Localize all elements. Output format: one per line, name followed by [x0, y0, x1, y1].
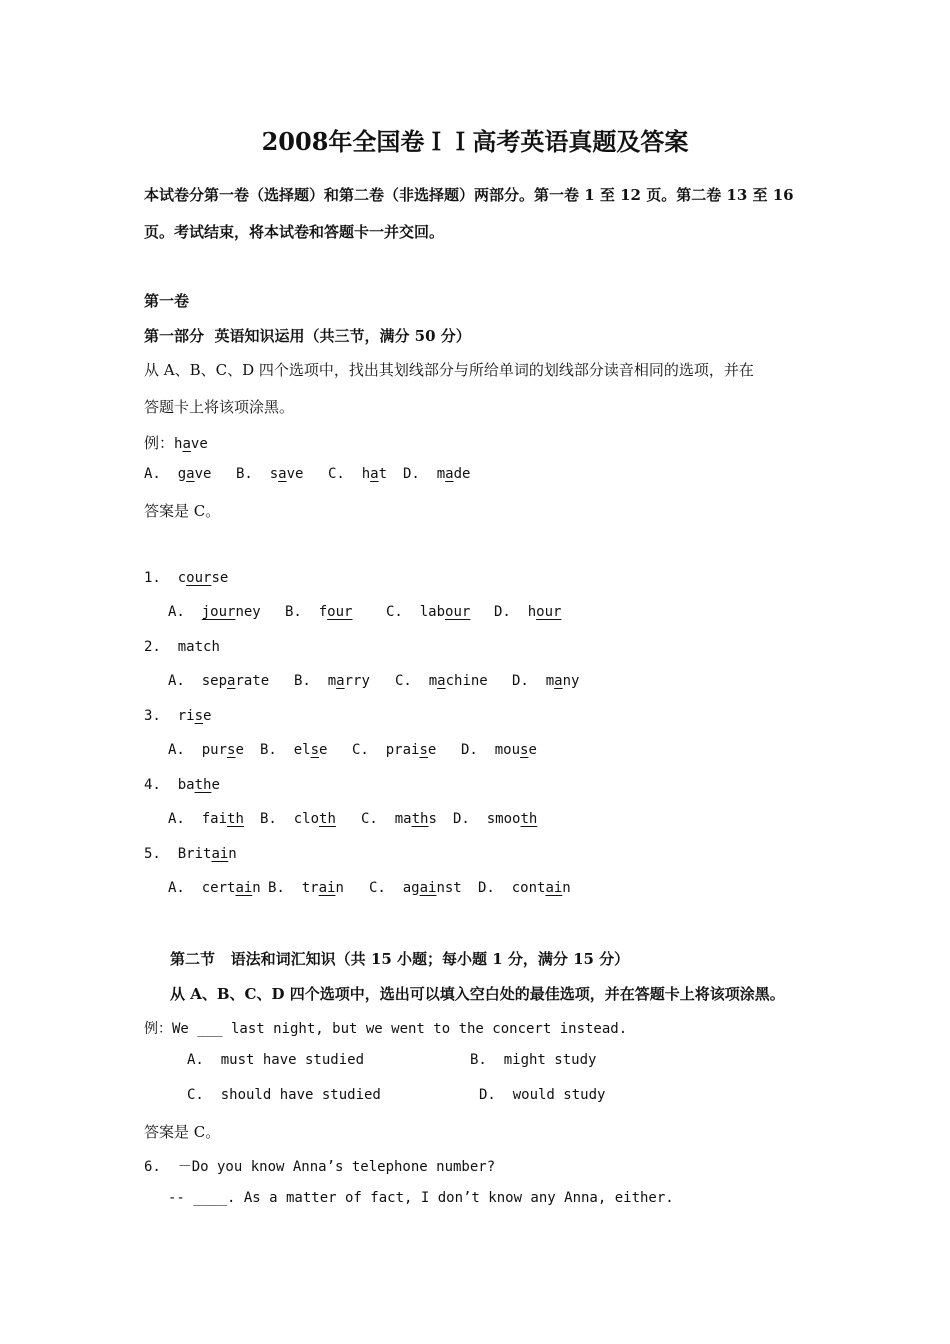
section1-instruction-2: 答题卡上将该项涂黑。	[144, 398, 295, 416]
q3-option-c: C. praise	[352, 742, 437, 758]
q2-option-d: D. many	[512, 673, 580, 689]
q1-option-a: A. journey	[168, 604, 261, 620]
example-option-d: D. made	[403, 466, 471, 482]
section2-example-option-a: A. must have studied	[187, 1052, 365, 1068]
q5-option-c: C. against	[369, 880, 462, 896]
q4-option-c: C. maths	[361, 811, 437, 827]
q4-option-d: D. smooth	[453, 811, 538, 827]
q1-option-b: B. four	[285, 604, 353, 620]
example-option-a: A. gave	[144, 466, 212, 482]
question-3: 3. rise	[144, 708, 212, 724]
example-option-b: B. save	[236, 466, 304, 482]
page-title: 2008年全国卷ＩＩ高考英语真题及答案	[261, 127, 689, 156]
example-answer: 答案是 C。	[144, 502, 221, 520]
q1-option-c: C. labour	[386, 604, 471, 620]
q4-option-a: A. faith	[168, 811, 244, 827]
q5-option-b: B. train	[268, 880, 344, 896]
section2-example-option-b: B. might study	[470, 1052, 597, 1068]
q2-option-a: A. separate	[168, 673, 270, 689]
volume-heading: 第一卷	[144, 292, 190, 310]
q1-option-d: D. hour	[494, 604, 562, 620]
question-6-line-1: 6. －Do you know Anna’s telephone number?	[144, 1159, 496, 1175]
example-word: 例：have	[144, 434, 208, 452]
intro-line-2: 页。考试结束，将本试卷和答题卡一并交回。	[144, 223, 445, 241]
q5-option-d: D. contain	[478, 880, 571, 896]
question-1: 1. course	[144, 570, 229, 586]
example-option-c: C. hat	[328, 466, 388, 482]
section2-example-option-c: C. should have studied	[187, 1087, 381, 1103]
q4-option-b: B. cloth	[260, 811, 336, 827]
section2-example-answer: 答案是 C。	[144, 1123, 221, 1141]
intro-line-1: 本试卷分第一卷（选择题）和第二卷（非选择题）两部分。第一卷 1 至 12 页。第二卷 13 至 16	[144, 186, 794, 204]
section1-instruction-1: 从 A、B、C、D 四个选项中，找出其划线部分与所给单词的划线部分读音相同的选项，并在	[144, 361, 754, 379]
q3-option-b: B. else	[260, 742, 328, 758]
q3-option-a: A. purse	[168, 742, 244, 758]
question-5: 5. Britain	[144, 846, 237, 862]
q2-option-c: C. machine	[395, 673, 488, 689]
section2-instruction: 从 A、B、C、D 四个选项中，选出可以填入空白处的最佳选项，并在答题卡上将该项涂黑。	[170, 985, 785, 1003]
section2-heading: 第二节 语法和词汇知识（共 15 小题；每小题 1 分，满分 15 分）	[170, 950, 630, 968]
question-6-line-2: -- ____. As a matter of fact, I don’t know any Anna, either.	[168, 1190, 674, 1206]
q5-option-a: A. certain	[168, 880, 261, 896]
section2-example-option-d: D. would study	[479, 1087, 606, 1103]
part-heading: 第一部分 英语知识运用（共三节，满分 50 分）	[144, 327, 471, 345]
question-4: 4. bathe	[144, 777, 220, 793]
section2-example: 例：We ___ last night, but we went to the concert instead.	[144, 1021, 628, 1037]
q2-option-b: B. marry	[294, 673, 370, 689]
q3-option-d: D. mouse	[461, 742, 537, 758]
question-2: 2. match	[144, 639, 220, 655]
